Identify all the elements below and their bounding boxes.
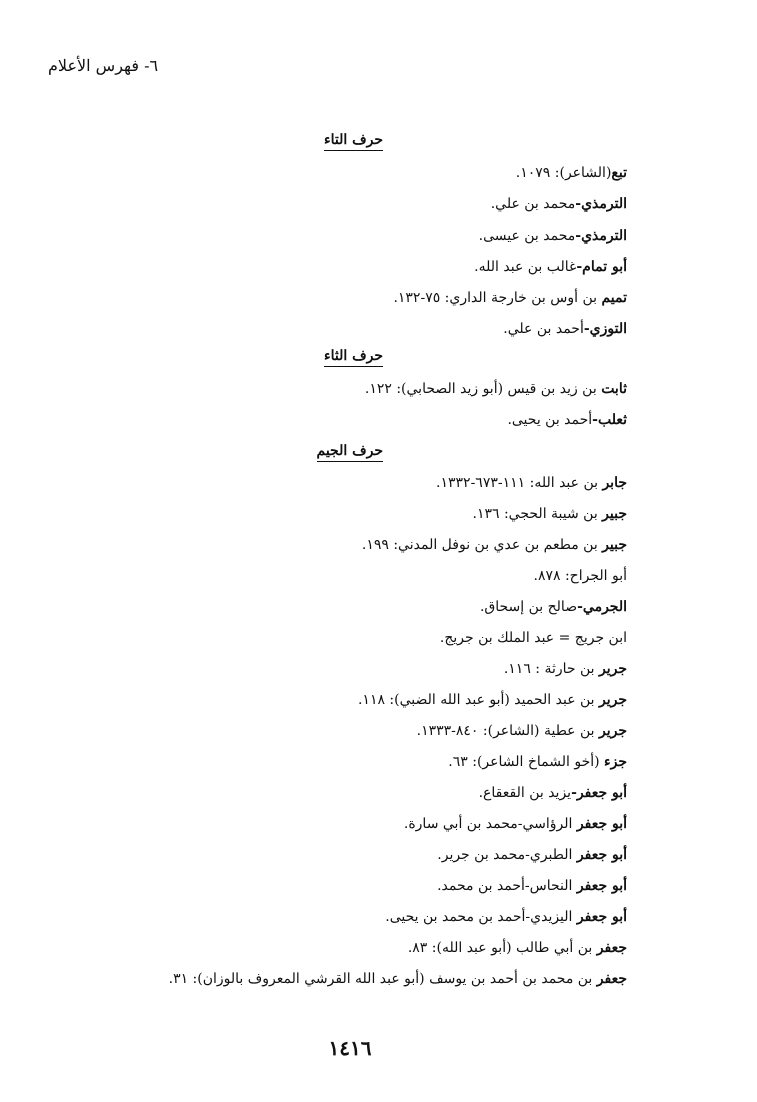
index-entry: ثابت بن زيد بن قيس (أبو زيد الصحابي): ١٢٢. bbox=[364, 381, 627, 397]
index-entry: التوزي-أحمد بن علي. bbox=[503, 321, 627, 337]
page-number: ١٤١٦ bbox=[328, 1036, 372, 1060]
index-entry: أبو تمام-غالب بن عبد الله. bbox=[474, 259, 627, 275]
index-entry: تميم بن أوس بن خارجة الداري: ٧٥-١٣٢. bbox=[393, 290, 627, 306]
index-entry: جزء (أخو الشماخ الشاعر): ٦٣. bbox=[448, 754, 627, 770]
section-heading-thaa: حرف الثاء bbox=[324, 348, 383, 367]
section-heading-jeem: حرف الجيم bbox=[317, 443, 384, 462]
index-entry: جابر بن عبد الله: ١١١-٦٧٣-١٣٣٢. bbox=[436, 475, 627, 491]
index-entry: جعفر بن محمد بن أحمد بن يوسف (أبو عبد الله القرشي المعروف بالوزان): ٣١. bbox=[168, 971, 627, 987]
index-entry: جبير بن مطعم بن عدي بن نوفل المدني: ١٩٩. bbox=[361, 537, 627, 553]
index-entry: تبع(الشاعر): ١٠٧٩. bbox=[515, 165, 627, 181]
index-entry: جرير بن عبد الحميد (أبو عبد الله الضبي): ١١٨. bbox=[357, 692, 627, 708]
index-entry: أبو جعفر الرؤاسي-محمد بن أبي سارة. bbox=[403, 816, 627, 832]
page-header: ٦- فهرس الأعلام bbox=[48, 56, 159, 75]
index-entry: جرير بن عطية (الشاعر): ٨٤٠-١٣٣٣. bbox=[416, 723, 627, 739]
index-entry: جرير بن حارثة : ١١٦. bbox=[503, 661, 627, 677]
index-entry: الترمذي-محمد بن علي. bbox=[490, 196, 627, 212]
index-entry: أبو جعفر الطبري-محمد بن جرير. bbox=[437, 847, 627, 863]
index-entry: ابن جريج = عبد الملك بن جريج. bbox=[439, 630, 627, 646]
index-entry: الترمذي-محمد بن عيسى. bbox=[478, 228, 627, 244]
index-entry: أبو الجراح: ٨٧٨. bbox=[533, 568, 627, 584]
index-entry: الجرمي-صالح بن إسحاق. bbox=[479, 599, 627, 615]
index-entry: جبير بن شيبة الحجي: ١٣٦. bbox=[472, 506, 627, 522]
section-heading-taa: حرف التاء bbox=[324, 132, 383, 151]
index-entry: أبو جعفر النحاس-أحمد بن محمد. bbox=[437, 878, 627, 894]
index-entry: أبو جعفر-يزيد بن القعقاع. bbox=[478, 785, 627, 801]
index-entry: أبو جعفر اليزيدي-أحمد بن محمد بن يحيى. bbox=[385, 909, 627, 925]
index-entry: جعفر بن أبي طالب (أبو عبد الله): ٨٣. bbox=[407, 940, 627, 956]
index-entry: ثعلب-أحمد بن يحيى. bbox=[507, 412, 627, 428]
